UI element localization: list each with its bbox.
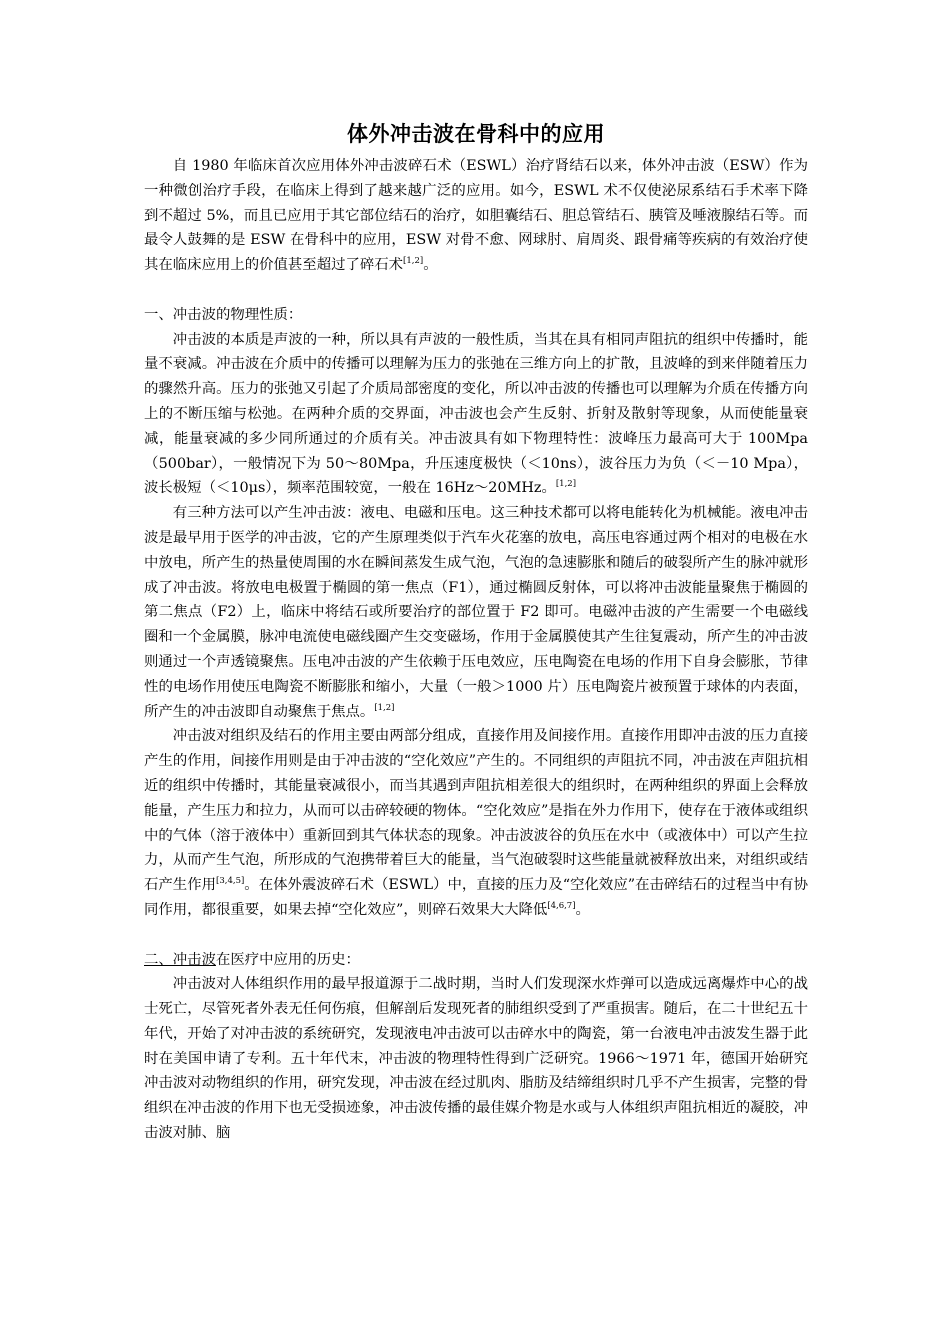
intro-text: 自 1980 年临床首次应用体外冲击波碎石术（ESWL）治疗肾结石以来，体外冲击波（ESW）作为一种微创治疗手段，在临床上得到了越来越广泛的应用。如今，ESWL 术不仅使泌尿系结石手术率下降到不超过 5%，而且已应用于其它部位结石的治疗，如胆囊结石、胆总管结石、胰管及唾液腺结石等。而最令人鼓舞的是 ESW 在骨科中的应用，ESW 对骨不愈、网球肘、肩周炎、跟骨痛等疾病的有效治疗使其在临床应用上的价值甚至超过了碎石术 bbox=[144, 158, 808, 274]
paragraph-end: 。 bbox=[575, 901, 590, 918]
citation-ref: [4,6,7] bbox=[547, 901, 576, 912]
section-1-paragraph-1 bbox=[144, 328, 808, 502]
section-2-heading-underlined: 二、冲击波 bbox=[144, 951, 216, 968]
document-body bbox=[144, 118, 808, 1146]
intro-end: 。 bbox=[423, 257, 438, 274]
paragraph-text: 冲击波对组织及结石的作用主要由两部分组成，直接作用及间接作用。直接作用即冲击波的压力直接产生的作用，间接作用则是由于冲击波的“空化效应”产生的。不同组织的声阻抗不同，冲击波在声阻抗相近的组织中传播时，其能量衰减很小，而当其遇到声阻抗相差很大的组织时，在两种组织的界面上会释放能量，产生压力和拉力，从而可以击碎较硬的物体。“空化效应”是指在外力作用下，使存在于液体或组织中的气体（溶于液体中）重新回到其气体状态的现象。冲击波波谷的负压在水中（或液体中）可以产生拉力，从而产生气泡，所形成的气泡携带着巨大的能量，当气泡破裂时这些能量就被释放出来，对组织或结石产生作用 bbox=[144, 728, 808, 894]
paragraph-text: 。在体外震波碎石术（ESWL）中，直接的压力及“空化效应”在击碎结石的过程当中有协同作用，都很重要，如果去掉“空化效应”，则碎石效果大大降低 bbox=[144, 877, 808, 918]
citation-ref: [1,2] bbox=[374, 702, 395, 713]
section-1-paragraph-2 bbox=[144, 501, 808, 724]
intro-paragraph bbox=[144, 154, 808, 278]
paragraph-text: 有三种方法可以产生冲击波：液电、电磁和压电。这三种技术都可以将电能转化为机械能。液电冲击波是最早用于医学的冲击波，它的产生原理类似于汽车火花塞的放电，高压电容通过两个相对的电极在水中放电，所产生的热量使周围的水在瞬间蒸发生成气泡，气泡的急速膨胀和随后的破裂所产生的脉冲就形成了冲击波。将放电电极置于椭圆的第一焦点（F1），通过椭圆反射体，可以将冲击波能量聚焦于椭圆的第二焦点（F2）上，临床中将结石或所要治疗的部位置于 F2 即可。电磁冲击波的产生需要一个电磁线圈和一个金属膜，脉冲电流使电磁线圈产生交变磁场，作用于金属膜使其产生往复震动，所产生的冲击波则通过一个声透镜聚焦。压电冲击波的产生依赖于压电效应，压电陶瓷在电场的作用下自身会膨胀，节律性的电场作用使压电陶瓷不断膨胀和缩小，大量（一般＞1000 片）压电陶瓷片被预置于球体的内表面，所产生的冲击波即自动聚焦于焦点。 bbox=[144, 505, 808, 720]
section-2-heading bbox=[144, 948, 808, 973]
paragraph-spacer bbox=[144, 923, 808, 948]
section-1-paragraph-3 bbox=[144, 724, 808, 922]
section-2-heading-rest: 在医疗中应用的历史： bbox=[215, 951, 360, 968]
paragraph-text: 冲击波的本质是声波的一种，所以具有声波的一般性质，当其在具有相同声阻抗的组织中传播时，能量不衰减。冲击波在介质中的传播可以理解为压力的张弛在三维方向上的扩散，且波峰的到来伴随着压力的骤然升高。压力的张弛又引起了介质局部密度的变化，所以冲击波的传播也可以理解为介质在传播方向上的不断压缩与松弛。在两种介质的交界面，冲击波也会产生反射、折射及散射等现象，从而使能量衰减，能量衰减的多少同所通过的介质有关。冲击波具有如下物理特性：波峰压力最高可大于 100Mpa（500bar），一般情况下为 50～80Mpa，升压速度极快（＜10ns），波谷压力为负（＜－10 Mpa），波长极短（＜10μs），频率范围较宽，一般在 16Hz～20MHz。 bbox=[144, 331, 808, 497]
paragraph-spacer bbox=[144, 278, 808, 303]
citation-ref: [3,4,5] bbox=[216, 876, 245, 887]
section-1-heading: 一、冲击波的物理性质： bbox=[144, 306, 303, 323]
document-title: 体外冲击波在骨科中的应用 bbox=[347, 122, 605, 146]
citation-ref: [1,2] bbox=[403, 256, 424, 267]
section-2-paragraph-1: 冲击波对人体组织作用的最早报道源于二战时期，当时人们发现深水炸弹可以造成远离爆炸中心的战士死亡，尽管死者外表无任何伤痕，但解剖后发现死者的肺组织受到了严重损害。随后，在二十世纪五十年代，开始了对冲击波的系统研究，发现液电冲击波可以击碎水中的陶瓷，第一台液电冲击波发生器于此时在美国申请了专利。五十年代末，冲击波的物理特性得到广泛研究。1966～1971 年，德国开始研究冲击波对动物组织的作用，研究发现，冲击波在经过肌肉、脂肪及结缔组织时几乎不产生损害，完整的骨组织在冲击波的作用下也无受损迹象，冲击波传播的最佳媒介物是水或与人体组织声阻抗相近的凝胶，冲击波对肺、脑 bbox=[144, 976, 808, 1142]
citation-ref: [1,2] bbox=[555, 479, 577, 490]
